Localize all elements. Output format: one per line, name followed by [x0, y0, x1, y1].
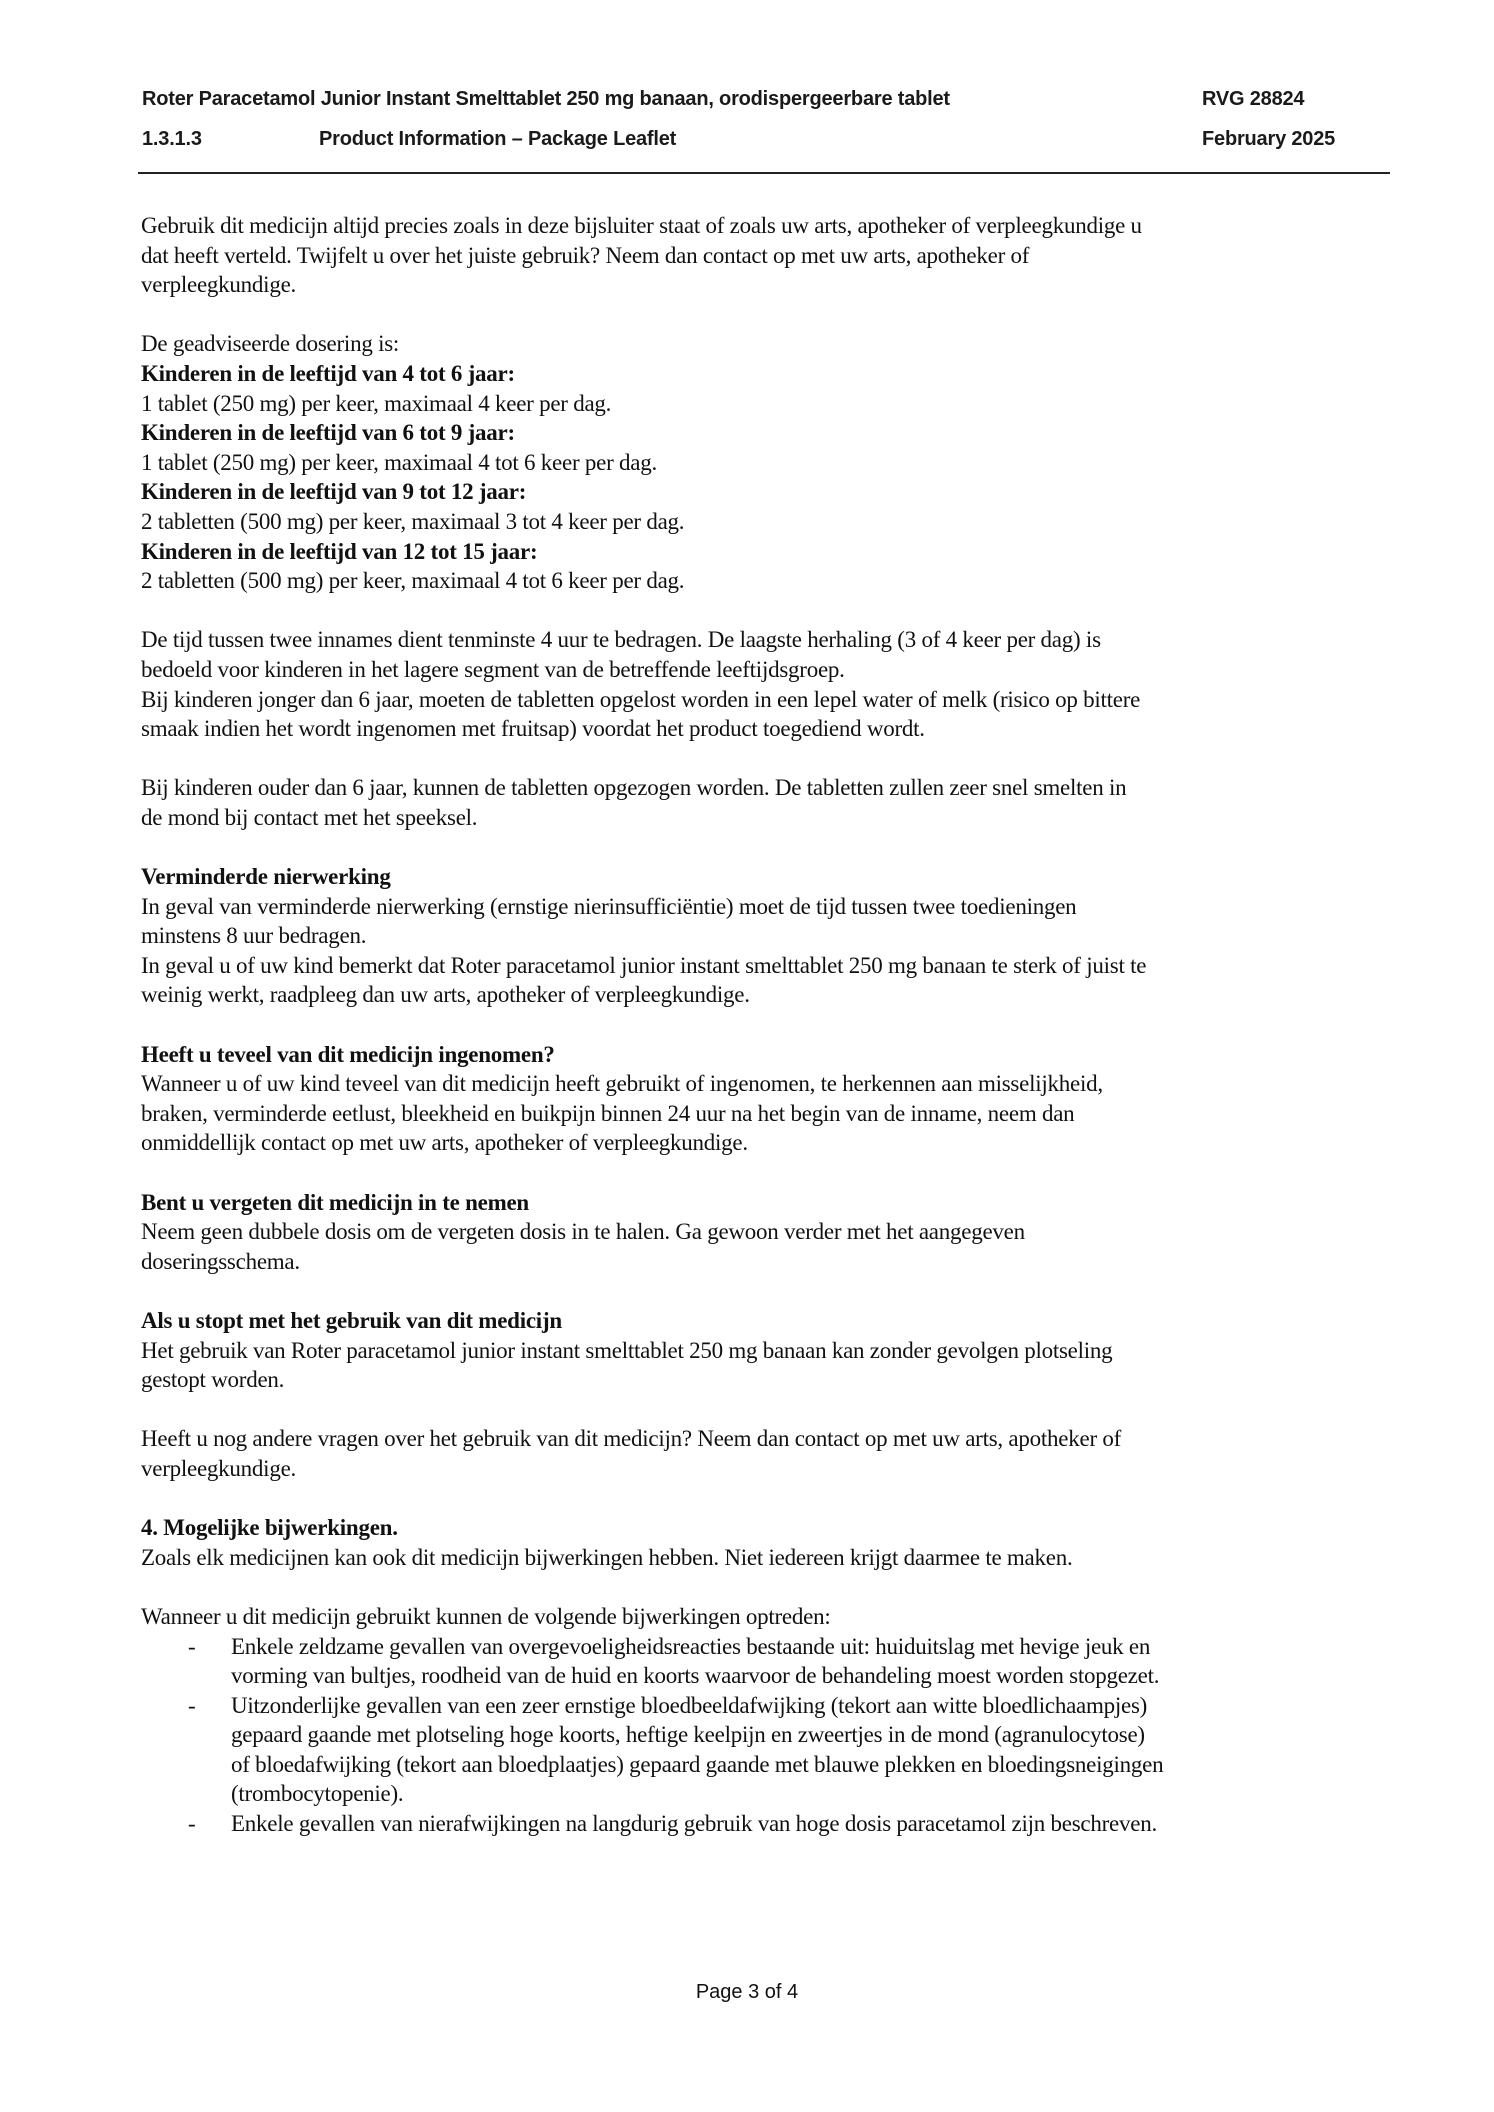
page-number: Page 3 of 4 — [695, 1981, 799, 2003]
text-line: doseringsschema. — [141, 1248, 300, 1274]
spacer — [141, 744, 1391, 774]
list-item — [141, 1691, 1391, 1809]
section-heading: Heeft u teveel van dit medicijn ingenomen? — [141, 1041, 555, 1067]
list-item — [141, 1809, 1391, 1839]
dosage-group-heading: Kinderen in de leeftijd van 12 tot 15 jaar: — [141, 538, 538, 564]
dosage-group-heading: Kinderen in de leeftijd van 9 tot 12 jaar: — [141, 479, 527, 505]
text-line: Bij kinderen jonger dan 6 jaar, moeten de tabletten opgelost worden in een lepel water of melk (risico op bittere — [141, 686, 1141, 712]
spacer — [141, 832, 1391, 862]
text-line: de mond bij contact met het speeksel. — [141, 804, 478, 830]
document-body — [141, 211, 1391, 1839]
text-line: braken, verminderde eetlust, bleekheid en buikpijn binnen 24 uur na het begin van de inname, neem dan — [141, 1100, 1075, 1126]
text-line: bedoeld voor kinderen in het lagere segment van de betreffende leeftijdsgroep. — [141, 656, 845, 682]
text-line: Gebruik dit medicijn altijd precies zoals in deze bijsluiter staat of zoals uw arts, apotheker of verpleegkundige u — [141, 213, 1142, 238]
dosage-group-text: 1 tablet (250 mg) per keer, maximaal 4 tot 6 keer per dag. — [141, 449, 657, 475]
overdose-section — [141, 1040, 1391, 1158]
spacer — [141, 300, 1391, 330]
text-line: Neem geen dubbele dosis om de vergeten dosis in te halen. Ga gewoon verder met het aangegeven — [141, 1219, 1025, 1245]
spacer — [141, 596, 1391, 626]
dosage-group-text: 2 tabletten (500 mg) per keer, maximaal 4 tot 6 keer per dag. — [141, 568, 685, 594]
stopping-section — [141, 1306, 1391, 1395]
text-line: Bij kinderen ouder dan 6 jaar, kunnen de tabletten opgezogen worden. De tabletten zullen zeer snel smelten in — [141, 775, 1127, 801]
dosage-group-text: 1 tablet (250 mg) per keer, maximaal 4 keer per dag. — [141, 390, 612, 416]
spacer — [141, 1010, 1391, 1040]
text-line: vorming van bultjes, roodheid van de huid en koorts waarvoor de behandeling moest worden stopgezet. — [231, 1663, 1160, 1689]
text-line: of bloedafwijking (tekort aan bloedplaatjes) gepaard gaande met blauwe plekken en bloedingsneigingen — [231, 1751, 1164, 1777]
text-line: dat heeft verteld. Twijfelt u over het juiste gebruik? Neem dan contact op met uw arts, apotheker of — [141, 242, 1030, 268]
header-divider — [138, 172, 1390, 174]
text-line: In geval van verminderde nierwerking (ernstige nierinsufficiëntie) moet de tijd tussen twee toedieningen — [141, 893, 1077, 919]
text-line: Wanneer u of uw kind teveel van dit medicijn heeft gebruikt of ingenomen, te herkennen aan misselijkheid, — [141, 1071, 1103, 1097]
text-line: (trombocytopenie). — [231, 1781, 404, 1807]
list-item — [141, 1632, 1391, 1691]
text-line: In geval u of uw kind bemerkt dat Roter paracetamol junior instant smelttablet 250 mg banaan te sterk of juist te — [141, 952, 1147, 978]
page-footer — [0, 1981, 1494, 2004]
text-line: Enkele zeldzame gevallen van overgevoeligheidsreacties bestaande uit: huiduitslag met hevige jeuk en — [231, 1633, 1151, 1659]
text-line: minstens 8 uur bedragen. — [141, 923, 367, 949]
text-line: verpleegkundige. — [141, 1455, 297, 1481]
spacer — [141, 1158, 1391, 1188]
text-line: Wanneer u dit medicijn gebruikt kunnen de volgende bijwerkingen optreden: — [141, 1603, 831, 1629]
product-title: Roter Paracetamol Junior Instant Smelttablet 250 mg banaan, orodispergeerbare tablet — [142, 88, 950, 110]
dosage-group-heading: Kinderen in de leeftijd van 6 tot 9 jaar: — [141, 420, 515, 446]
section-heading: Als u stopt met het gebruik van dit medicijn — [141, 1307, 562, 1333]
text-line: weinig werkt, raadpleeg dan uw arts, apotheker of verpleegkundige. — [141, 982, 750, 1008]
renal-section — [141, 862, 1391, 1010]
text-line: Uitzonderlijke gevallen van een zeer ernstige bloedbeeldafwijking (tekort aan witte bloedlichaampjes) — [231, 1692, 1148, 1718]
section-title: Product Information – Package Leaflet — [319, 128, 677, 150]
section-number: 1.3.1.3 — [142, 128, 202, 150]
spacer — [141, 1395, 1391, 1425]
spacer — [141, 1484, 1391, 1514]
text-line: De tijd tussen twee innames dient tenminste 4 uur te bedragen. De laagste herhaling (3 of 4 keer per dag) is — [141, 627, 1101, 653]
section-heading: Verminderde nierwerking — [141, 864, 391, 890]
section-heading: 4. Mogelijke bijwerkingen. — [141, 1515, 398, 1541]
dosage-group-text: 2 tabletten (500 mg) per keer, maximaal 3 tot 4 keer per dag. — [141, 508, 685, 534]
rvg-number: RVG 28824 — [1202, 88, 1305, 110]
dosage-lead: De geadviseerde dosering is: — [141, 331, 400, 357]
forgotten-section — [141, 1188, 1391, 1277]
text-line: onmiddellijk contact op met uw arts, apotheker of verpleegkundige. — [141, 1130, 748, 1156]
questions-paragraph — [141, 1424, 1391, 1483]
text-line: verpleegkundige. — [141, 272, 297, 298]
dash-bullet-icon: - — [188, 1692, 196, 1718]
header-row-section — [142, 128, 1390, 154]
intro-paragraph — [141, 211, 1391, 300]
dosage-section — [141, 329, 1391, 595]
text-line: smaak indien het wordt ingenomen met fruitsap) voordat het product toegediend wordt. — [141, 716, 925, 742]
older-children-paragraph — [141, 773, 1391, 832]
text-line: gepaard gaande met plotseling hoge koorts, heftige keelpijn en zweertjes in de mond (agranulocytose) — [231, 1722, 1145, 1748]
side-effects-section — [141, 1513, 1391, 1839]
side-effects-list — [141, 1632, 1391, 1839]
text-line: Enkele gevallen van nierafwijkingen na langdurig gebruik van hoge dosis paracetamol zijn beschreven. — [231, 1811, 1157, 1837]
dosage-group-heading: Kinderen in de leeftijd van 4 tot 6 jaar: — [141, 360, 515, 386]
timing-paragraph — [141, 625, 1391, 743]
document-date: February 2025 — [1202, 128, 1336, 150]
spacer — [141, 1276, 1391, 1306]
text-line: Zoals elk medicijnen kan ook dit medicijn bijwerkingen hebben. Niet iedereen krijgt daarmee te maken. — [141, 1544, 1073, 1570]
dash-bullet-icon: - — [188, 1633, 196, 1659]
text-line: gestopt worden. — [141, 1367, 285, 1393]
header-row-product — [142, 88, 1390, 114]
text-line: Heeft u nog andere vragen over het gebruik van dit medicijn? Neem dan contact op met uw arts, apotheker of — [141, 1426, 1122, 1452]
text-line: Het gebruik van Roter paracetamol junior instant smelttablet 250 mg banaan kan zonder gevolgen plotseling — [141, 1337, 1113, 1363]
spacer — [141, 1572, 1391, 1602]
dash-bullet-icon: - — [188, 1811, 196, 1837]
section-heading: Bent u vergeten dit medicijn in te nemen — [141, 1189, 529, 1215]
